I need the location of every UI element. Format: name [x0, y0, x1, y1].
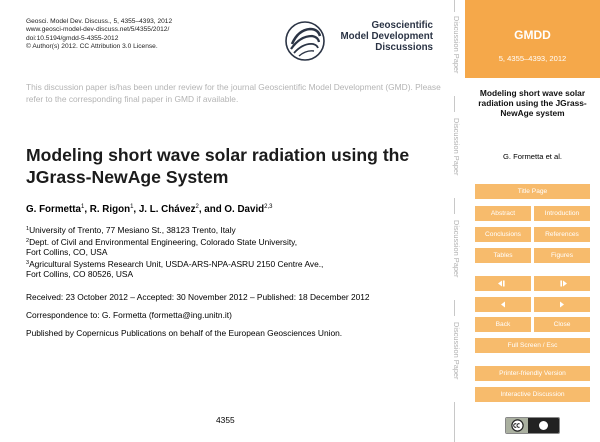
strip-label: Discussion Paper: [452, 220, 461, 278]
paper-title: Modeling short wave solar radiation using the JGrass-NewAge System: [26, 145, 410, 187]
journal-name: [329, 20, 433, 53]
doi-link[interactable]: doi:10.5194/gmdd-5-4355-2012: [26, 34, 119, 42]
author-affiliation-mark: 2,3: [264, 204, 273, 210]
author-separator: ,: [133, 204, 139, 215]
author-name: J. L. Chávez: [138, 204, 196, 215]
previous-button[interactable]: [475, 297, 531, 312]
affiliation-item: [26, 224, 323, 236]
affiliation-item: [26, 258, 323, 270]
journal-name-line1: Geoscientific: [371, 20, 433, 31]
strip-divider: [454, 198, 455, 214]
author-name: O. David: [224, 204, 265, 215]
submission-dates: Received: 23 October 2012 – Accepted: 30 November 2012 – Published: 18 December 2012: [26, 292, 370, 302]
strip-label: Discussion Paper: [452, 16, 461, 74]
triangle-right-icon: [558, 301, 566, 308]
affiliation-mark: 2: [26, 237, 30, 244]
citation-text: Geosci. Model Dev. Discuss., 5, 4355–4393, 2012: [26, 18, 173, 25]
tables-button[interactable]: Tables: [475, 248, 531, 263]
attribution-person-icon: [539, 421, 548, 430]
affiliation-continuation: Fort Collins, CO, USA: [26, 247, 108, 258]
journal-abbreviation: GMDD: [514, 28, 551, 42]
strip-label: Discussion Paper: [452, 118, 461, 176]
strip-divider: [454, 96, 455, 112]
strip-divider: [454, 402, 455, 442]
author-affiliation-mark: 1: [80, 204, 85, 210]
journal-url-link[interactable]: www.geosci-model-dev-discuss.net/5/4355/2012/: [26, 26, 170, 34]
strip-divider: [454, 300, 455, 316]
page-number: 4355: [216, 415, 235, 425]
author-name: R. Rigon: [89, 204, 131, 215]
sidebar-header: [465, 0, 600, 78]
back-button[interactable]: Back: [475, 317, 531, 332]
triangle-left-icon: [499, 301, 507, 308]
discussion-paper-strip: [445, 0, 465, 442]
fullscreen-button[interactable]: Full Screen / Esc: [475, 338, 590, 353]
author-affiliation-mark: 1: [130, 204, 134, 210]
author-separator: , and: [198, 204, 225, 215]
printer-friendly-button[interactable]: Printer-friendly Version: [475, 366, 590, 381]
cc-by-license-icon[interactable]: [505, 417, 560, 434]
first-page-button[interactable]: [475, 276, 531, 291]
interactive-discussion-button[interactable]: Interactive Discussion: [475, 387, 590, 402]
skip-back-icon: [497, 280, 509, 287]
sidebar-paper-title: Modeling short wave solar radiation using the JGrass-NewAge system: [478, 88, 587, 119]
journal-name-line2: Model Development: [340, 31, 433, 42]
cc-icon: [506, 418, 528, 433]
strip-divider: [454, 0, 455, 12]
title-page-button[interactable]: Title Page: [475, 184, 590, 199]
conclusions-button[interactable]: Conclusions: [475, 227, 531, 242]
license-text: © Author(s) 2012. CC Attribution 3.0 License.: [26, 43, 158, 51]
sidebar-author: G. Formetta et al.: [502, 152, 563, 161]
affiliation-text: University of Trento, 77 Mesiano St., 38123 Trento, Italy: [29, 225, 236, 235]
affiliation-list: [26, 224, 323, 280]
affiliation-item: [26, 236, 323, 248]
by-attribution-icon: [528, 418, 559, 433]
introduction-button[interactable]: Introduction: [534, 206, 590, 221]
close-button[interactable]: Close: [534, 317, 590, 332]
abstract-button[interactable]: Abstract: [475, 206, 531, 221]
next-button[interactable]: [534, 297, 590, 312]
citation-header: [26, 18, 172, 52]
strip-label: Discussion Paper: [452, 322, 461, 380]
figures-button[interactable]: Figures: [534, 248, 590, 263]
affiliation-mark: 3: [26, 259, 30, 266]
author-name: G. Formetta: [26, 204, 81, 215]
author-separator: ,: [84, 204, 90, 215]
affiliation-text: Dept. of Civil and Environmental Engineering, Colorado State University,: [29, 236, 298, 247]
author-affiliation-mark: 2: [195, 204, 199, 210]
volume-reference: 5, 4355–4393, 2012: [498, 54, 567, 63]
publisher-statement: Published by Copernicus Publications on behalf of the European Geosciences Union.: [26, 328, 343, 338]
last-page-button[interactable]: [534, 276, 590, 291]
affiliation-text: Agricultural Systems Research Unit, USDA-ARS-NPA-ASRU 2150 Centre Ave.,: [29, 258, 324, 269]
affiliation-mark: 1: [26, 226, 30, 232]
author-list: [26, 204, 273, 215]
correspondence: Correspondence to: G. Formetta (formetta@ing.unitn.it): [26, 310, 232, 320]
review-notice: This discussion paper is/has been under review for the journal Geoscientific Model Development (GMD). Please refer to the corresponding final paper in GMD if available.: [26, 82, 441, 104]
references-button[interactable]: References: [534, 227, 590, 242]
journal-name-line3: Discussions: [375, 42, 433, 53]
affiliation-continuation: Fort Collins, CO 80526, USA: [26, 269, 134, 280]
navigation-sidebar: [465, 0, 600, 442]
skip-forward-icon: [556, 280, 568, 287]
gmd-journal-logo-icon: [284, 20, 326, 62]
